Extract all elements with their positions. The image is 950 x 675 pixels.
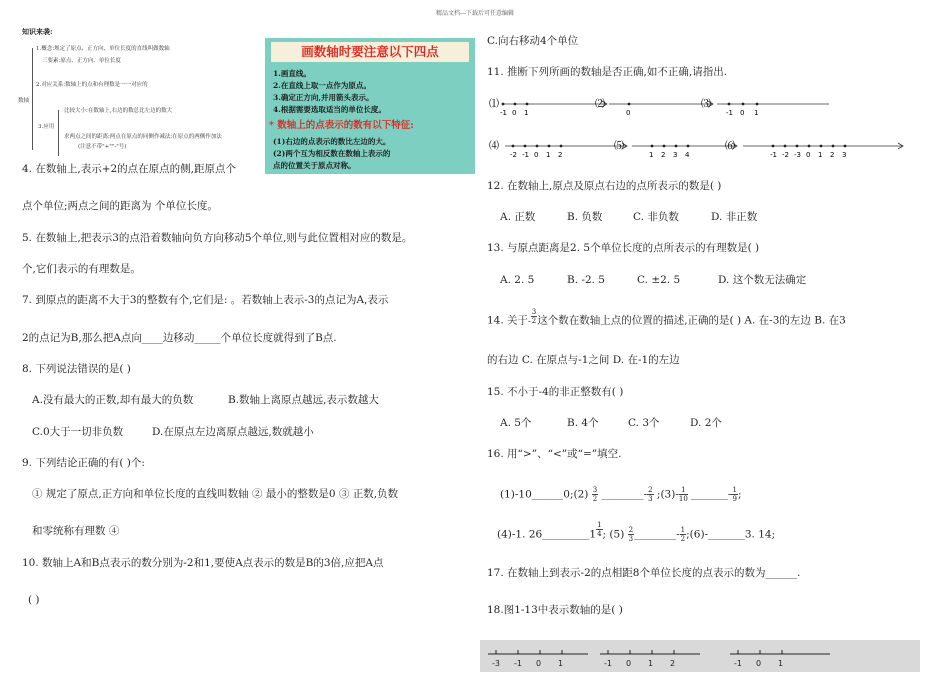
fraction (592, 486, 598, 503)
axis-label: 2 (661, 151, 666, 158)
axis-tick (772, 145, 775, 148)
page-header: 精品文档---下载后可任意编辑 (435, 10, 515, 17)
fraction-denominator: 3 (628, 535, 634, 543)
fraction-numerator: 2 (628, 526, 634, 534)
axis-label: 0 (626, 109, 631, 117)
option-10c: C.向右移动4个单位 (487, 35, 579, 47)
blank-text: ________ (634, 528, 677, 541)
mindmap-bracket (58, 110, 59, 156)
question-16: 16. 用“>”、“<”或“=”填空. (487, 448, 622, 460)
axis-tick (784, 145, 787, 148)
note-feature: (1)右边的点表示的数比左边的大。 (273, 137, 391, 146)
axis-tag: ⑵ (595, 99, 605, 110)
axis-tick (756, 103, 759, 106)
figure-1-13-lines (488, 650, 830, 668)
question-4-line2: 点个单位;两点之间的距离为 个单位长度。 (22, 200, 218, 212)
axis-tag: ⑴ (489, 99, 499, 110)
axis-tick (687, 145, 690, 148)
axis-label: 1 (649, 151, 654, 158)
question-7-line2: 2的点记为B,那么把A点向____边移动_____个单位长度就得到了B点. (22, 332, 337, 344)
blank-text: ; (5) (602, 528, 625, 541)
question-14-line1 (487, 308, 846, 329)
photo-axis-label: -1 (734, 659, 742, 668)
axis-tick (808, 145, 811, 148)
axis-label: 1 (524, 109, 529, 117)
option-13b: B. -2. 5 (567, 274, 605, 286)
axis-tag: ⑶ (701, 99, 711, 110)
mindmap-item: 比较大小:在数轴上,右边的数总比左边的数大 (64, 108, 173, 114)
option-8c: C.0大于一切非负数 (32, 426, 124, 438)
question-5-line2: 个,它们表示的有理数是。 (22, 263, 141, 275)
axis-label: -1 (522, 151, 529, 158)
axis-label: 3 (842, 151, 847, 158)
question-14-prefix: 14. 关于 (487, 314, 529, 327)
fraction-numerator: 3 (531, 308, 537, 316)
option-12c: C. 非负数 (633, 211, 679, 223)
note-step: 1.画直线。 (273, 69, 311, 78)
axis-tick (560, 145, 563, 148)
axis-tick (548, 145, 551, 148)
mindmap-item: 求两点之间的距离:两点在原点的同侧作减法;在原点的两侧作加法 (64, 134, 222, 140)
option-13d: D. 这个数无法确定 (718, 274, 807, 286)
question-14-line2: 的右边 C. 在原点与-1之间 D. 在-1的左边 (487, 354, 680, 366)
fraction-numerator: 1 (597, 521, 602, 529)
note-feature-title: * 数轴上的点表示的数有以下特征: (269, 120, 414, 131)
blank-text: ________ (601, 488, 644, 501)
fraction-denominator: 3 (648, 495, 653, 503)
axis-tag: ⑸ (614, 141, 624, 152)
question-9-line2: 和零统称有理数 ④ (32, 525, 120, 537)
axis-label: 2 (558, 151, 563, 158)
question-14-body: 这个数在数轴上点的位置的描述,正确的是( ) A. 在-3的左边 B. 在3 (537, 314, 846, 327)
mindmap-root: 数轴 (18, 98, 30, 104)
option-13a: A. 2. 5 (500, 274, 535, 286)
axis-tick (796, 145, 799, 148)
photo-axis-label: -3 (492, 659, 500, 668)
option-15b: B. 4个 (567, 417, 599, 429)
mindmap-item: 3.应用 (38, 124, 55, 130)
mindmap-item: 2.对应关系:数轴上的点和有理数是一一对应的 (36, 82, 148, 88)
question-9: 9. 下列结论正确的有( )个: (22, 457, 145, 469)
fraction-denominator: 4 (597, 530, 602, 538)
fraction (647, 486, 653, 503)
axis-label: 0 (512, 109, 517, 117)
axis-label: 1 (754, 109, 759, 117)
axis-label: 1 (818, 151, 823, 158)
axis-tick (820, 145, 823, 148)
question-4-line1: 4. 在数轴上,表示+2的点在原点的侧,距原点个 (22, 163, 237, 175)
option-12b: B. 负数 (567, 211, 603, 223)
axis-tick (514, 103, 517, 106)
option-15d: D. 2个 (690, 417, 722, 429)
axis-tick (663, 145, 666, 148)
photo-axis-label: 1 (778, 659, 784, 668)
fraction (531, 308, 537, 325)
option-12a: A. 正数 (500, 211, 536, 223)
option-12d: D. 非正数 (711, 211, 758, 223)
axis-tick (524, 145, 527, 148)
option-15a: A. 5个 (500, 417, 532, 429)
fraction-sign: - (675, 488, 679, 501)
question-12: 12. 在数轴上,原点及原点右边的点所表示的数是( ) (487, 180, 722, 192)
figure-1-13-axes (480, 640, 920, 672)
axis-label: -1 (770, 151, 777, 158)
axis-label: 4 (685, 151, 690, 158)
fraction-numerator: 1 (732, 486, 737, 494)
fraction (596, 521, 602, 538)
question-10-answer: ( ) (28, 594, 40, 606)
question-7-line1: 7. 到原点的距离不大于3的整数有个,它们是: 。若数轴上表示-3的点记为A,表示 (22, 294, 389, 306)
fraction-numerator: 2 (648, 486, 653, 494)
photo-axis-label: -1 (604, 659, 612, 668)
question-16-row1 (500, 486, 741, 503)
axis-label: -2 (782, 151, 789, 158)
question-10: 10. 数轴上A和B点表示的数分别为-2和1,要使A点表示的数是B的3倍,应把A点 (22, 557, 384, 569)
fraction-denominator: 9 (732, 495, 737, 503)
knowledge-mindmap (18, 38, 264, 168)
number-lines-figure (487, 88, 927, 158)
axis-tick (728, 103, 731, 106)
note-card (265, 38, 475, 174)
axis-tick (844, 145, 847, 148)
option-8b: B.数轴上离原点越远,表示数越大 (228, 394, 379, 406)
option-8a: A.没有最大的正数,却有最大的负数 (32, 394, 194, 406)
fraction-sign: - (727, 488, 732, 501)
blank-text: ;(3) (656, 488, 676, 501)
fraction-numerator: 3 (592, 486, 598, 494)
question-5-line1: 5. 在数轴上,把表示3的点沿着数轴向负方向移动5个单位,则与此位置相对应的数是。 (22, 232, 413, 244)
question-9-line1: ① 规定了原点,正方向和单位长度的直线叫数轴 ② 最小的整数是0 ③ 正数,负数 (32, 488, 399, 500)
blank-text: ; (737, 488, 742, 501)
fraction-sign: - (528, 316, 531, 326)
question-17: 17. 在数轴上到表示-2的点相距8个单位长度的点表示的数为______. (487, 567, 801, 579)
blank-text: (4)-1. 26_________1 (497, 528, 597, 541)
fraction-sign: - (643, 488, 648, 501)
photo-axis-label: 0 (626, 659, 632, 668)
fraction-sign: - (676, 528, 680, 541)
note-step: 2.在直线上取一点作为原点。 (273, 81, 371, 90)
axis-tick (502, 103, 505, 106)
axis-tick (628, 103, 631, 106)
fraction-denominator: 10 (678, 495, 688, 503)
axis-label: -2 (510, 151, 517, 158)
fraction-denominator: 2 (531, 317, 537, 325)
fraction-denominator: 2 (680, 535, 686, 543)
note-title: 画数轴时要注意以下四点 (271, 42, 469, 62)
blank-text: ;(6)-_______3. 14; (686, 528, 776, 541)
note-feature: (2)两个互为相反数在数轴上表示的 (273, 149, 391, 158)
note-step: 3.确定正方向,并用箭头表示。 (273, 93, 374, 102)
option-8d: D.在原点左边离原点越远,数就越小 (152, 426, 314, 438)
question-18: 18.图1-13中表示数轴的是( ) (487, 604, 623, 616)
fraction-numerator: 1 (679, 486, 688, 495)
blank-text: _______ (691, 488, 728, 501)
axis-label: 0 (534, 151, 539, 158)
mindmap-item: 三要素:原点、正方向、单位长度 (42, 58, 121, 64)
note-feature: 点的位置关于原点对称。 (273, 161, 356, 170)
question-13: 13. 与原点距离是2. 5个单位长度的点所表示的有理数是( ) (487, 242, 760, 254)
photo-axis-label: 1 (648, 659, 654, 668)
axis-label: 0 (740, 109, 745, 117)
axis-label: 0 (806, 151, 811, 158)
photo-axis-label: 1 (558, 659, 564, 668)
axis-tick (536, 145, 539, 148)
axis-tag: ⑷ (489, 141, 499, 152)
axis-tag: ⑹ (725, 141, 735, 152)
mindmap-bracket (32, 48, 33, 150)
note-step: 4.根据需要选取适当的单位长度。 (273, 105, 386, 114)
question-15: 15. 不小于-4的非正整数有( ) (487, 386, 624, 398)
photo-axis-label: -1 (514, 659, 522, 668)
fraction-numerator: 1 (680, 526, 686, 534)
figure-1-13-photo (480, 640, 920, 672)
question-11: 11. 推断下列所画的数轴是否正确,如不正确,请指出. (487, 66, 728, 78)
mindmap-item: (注意不带"+""-"号) (78, 144, 127, 150)
axis-tick (512, 145, 515, 148)
fraction (679, 486, 688, 503)
axis-label: -3 (794, 151, 801, 158)
blank-text: (1)-10______0;(2) (500, 488, 589, 501)
axis-label: -1 (726, 109, 733, 117)
axis-tick (675, 145, 678, 148)
axis-label: -1 (500, 109, 507, 117)
axis-tick (526, 103, 529, 106)
option-15c: C. 3个 (628, 417, 660, 429)
axis-tick (742, 103, 745, 106)
knowledge-title: 知识来袭: (22, 27, 53, 36)
axis-tick (832, 145, 835, 148)
question-8: 8. 下列说法错误的是( ) (22, 363, 131, 375)
number-lines (489, 97, 903, 158)
axis-label: 3 (673, 151, 678, 158)
photo-axis-label: 0 (756, 659, 762, 668)
axis-label: 1 (546, 151, 551, 158)
photo-axis-label: 2 (670, 659, 676, 668)
mindmap-item: 1.概念:规定了原点、正方向、单位长度的直线叫做数轴 (36, 46, 170, 52)
question-16-row2 (497, 521, 776, 543)
photo-axis-label: 0 (536, 659, 542, 668)
option-13c: C. ±2. 5 (637, 274, 681, 286)
axis-label: 2 (830, 151, 835, 158)
fraction-denominator: 2 (592, 495, 598, 503)
axis-tick (651, 145, 654, 148)
